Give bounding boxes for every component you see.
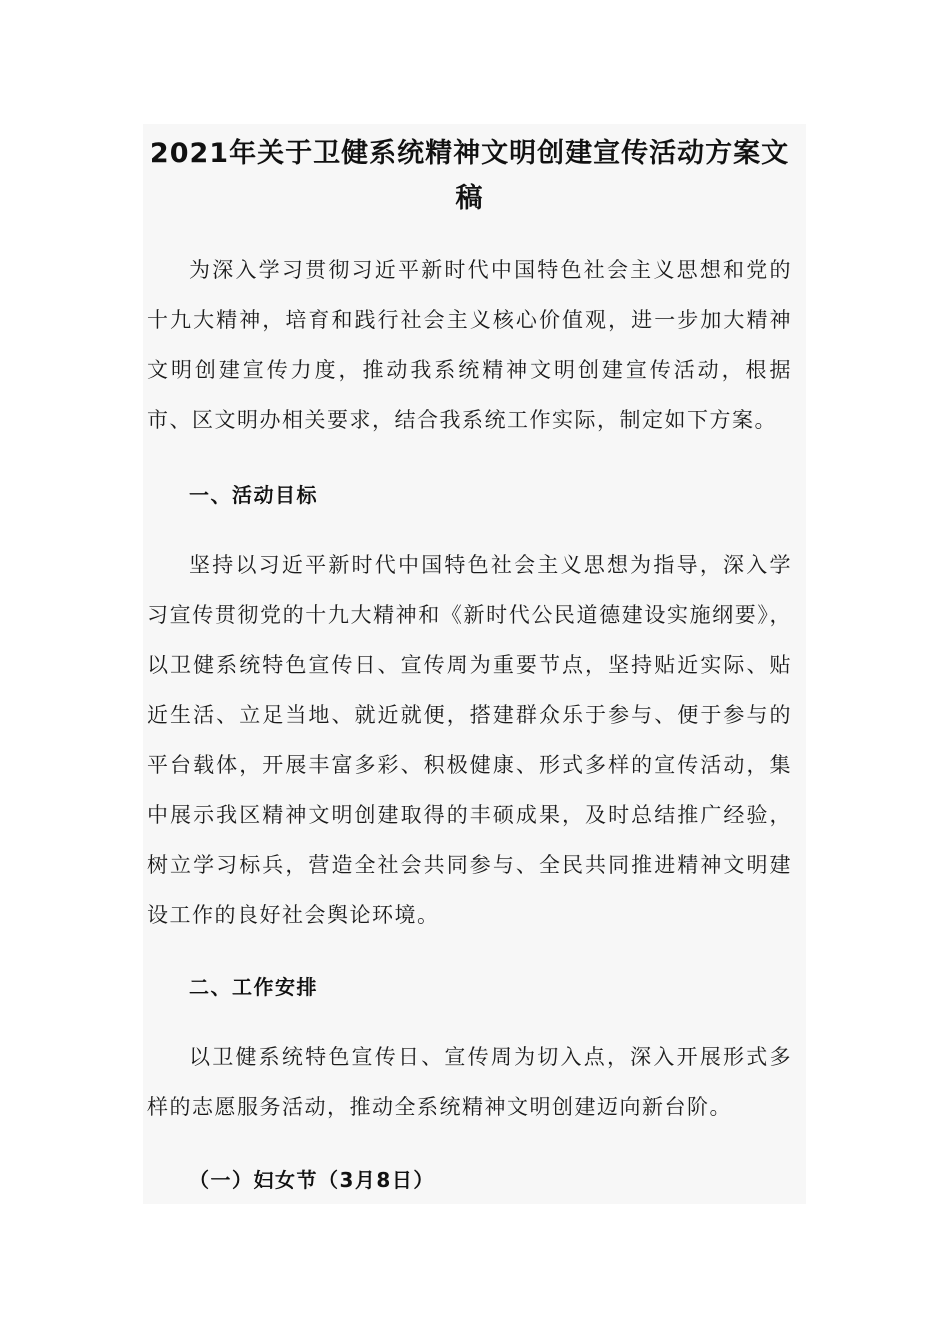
document-title: 2021年关于卫健系统精神文明创建宣传活动方案文稿 [149, 138, 790, 214]
section-heading-arrangement: 二、工作安排 [189, 975, 318, 999]
section-heading-goals: 一、活动目标 [189, 483, 318, 507]
subheading-womens-day: （一）妇女节（3月8日） [189, 1168, 435, 1192]
intro-paragraph: 为深入学习贯彻习近平新时代中国特色社会主义思想和党的十九大精神，培育和践行社会主义核心价值观，进一步加大精神文明创建宣传力度，推动我系统精神文明创建宣传活动，根据市、区文明办相关要求，结合我系统工作实际，制定如下方案。 [147, 258, 792, 432]
goals-paragraph: 坚持以习近平新时代中国特色社会主义思想为指导，深入学习宣传贯彻党的十九大精神和《新时代公民道德建设实施纲要》，以卫健系统特色宣传日、宣传周为重要节点，坚持贴近实际、贴近生活、立足当地、就近就便，搭建群众乐于参与、便于参与的平台载体，开展丰富多彩、积极健康、形式多样的宣传活动，集中展示我区精神文明创建取得的丰硕成果，及时总结推广经验，树立学习标兵，营造全社会共同参与、全民共同推进精神文明建设工作的良好社会舆论环境。 [147, 553, 792, 927]
arrangement-paragraph: 以卫健系统特色宣传日、宣传周为切入点，深入开展形式多样的志愿服务活动，推动全系统精神文明创建迈向新台阶。 [147, 1045, 792, 1119]
